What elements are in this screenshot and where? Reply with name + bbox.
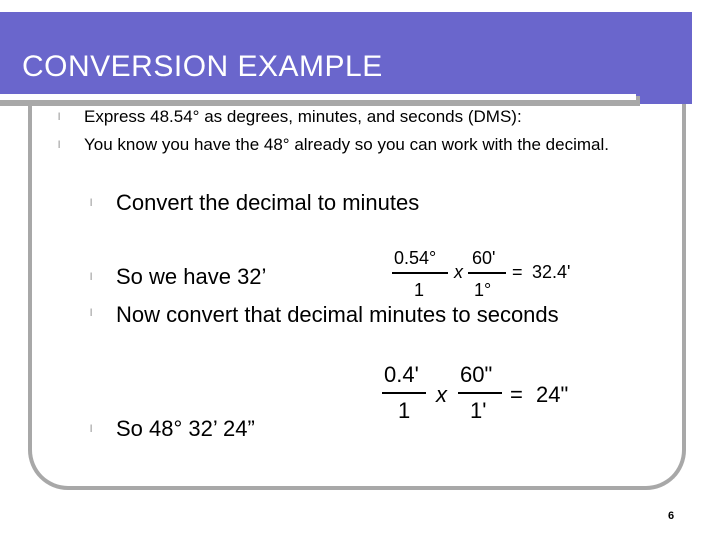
eq2-denominator: 1 <box>398 398 411 423</box>
equation-seconds <box>378 362 608 428</box>
bullet-express: Express 48.54° as degrees, minutes, and seconds (DMS): <box>84 107 522 126</box>
eq2-times: x <box>436 382 447 407</box>
bullet-so-32: So we have 32’ <box>116 264 267 289</box>
bullet-marker: l <box>58 140 61 151</box>
eq1-equals: = <box>512 262 523 282</box>
eq2-numerator-minutes: 0.4' <box>384 362 419 387</box>
bullet-marker: l <box>90 308 93 319</box>
eq1-fraction-bar <box>468 272 506 274</box>
eq1-denominator: 1 <box>414 280 425 300</box>
bullet-marker: l <box>90 272 93 283</box>
bullet-convert-seconds: Now convert that decimal minutes to seconds <box>116 302 559 327</box>
eq2-numerator-seconds: 60" <box>460 362 493 387</box>
eq1-result: 32.4' <box>532 262 571 282</box>
eq2-denominator-minute: 1' <box>470 398 487 423</box>
bullet-marker: l <box>58 112 61 123</box>
eq2-equals: = <box>510 382 523 407</box>
slide-title: CONVERSION EXAMPLE <box>22 50 383 83</box>
slide-number: 6 <box>668 510 675 522</box>
bullet-final-dms: So 48° 32’ 24” <box>116 416 255 441</box>
bullet-know: You know you have the 48° already so you can work with the decimal. <box>84 135 609 154</box>
eq1-numerator-degrees: 0.54° <box>394 248 437 268</box>
bullet-marker: l <box>90 198 93 209</box>
bullet-marker: l <box>90 424 93 435</box>
eq2-fraction-bar <box>458 392 502 394</box>
eq1-numerator-minutes: 60' <box>472 248 496 268</box>
bullet-convert-minutes: Convert the decimal to minutes <box>116 190 420 215</box>
eq2-fraction-bar <box>382 392 426 394</box>
eq1-times: x <box>454 262 463 282</box>
title-bar <box>0 12 692 104</box>
eq1-denominator-degree: 1° <box>474 280 492 300</box>
eq1-fraction-bar <box>392 272 448 274</box>
equation-minutes <box>388 248 618 302</box>
eq2-result: 24" <box>536 382 569 407</box>
title-rule <box>0 94 636 100</box>
